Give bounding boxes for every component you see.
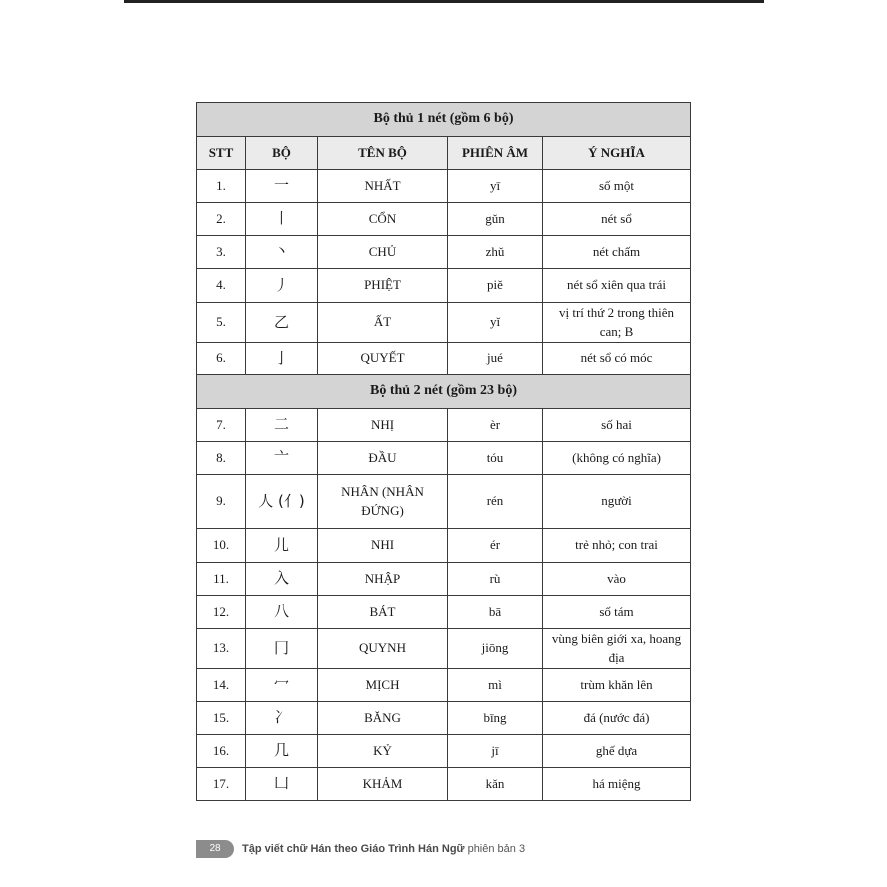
table-row	[197, 442, 691, 475]
cell-meaning: số hai	[543, 409, 691, 442]
cell-radical: 几	[246, 735, 318, 768]
section-header-row	[197, 103, 691, 137]
page-number-badge: 28	[196, 840, 234, 858]
section-header-row	[197, 375, 691, 409]
cell-radical: 一	[246, 170, 318, 203]
cell-stt: 14.	[197, 669, 246, 702]
column-header-stt: STT	[197, 137, 246, 170]
cell-meaning: vào	[543, 563, 691, 596]
cell-name: BĂNG	[318, 702, 448, 735]
cell-radical: 二	[246, 409, 318, 442]
cell-pinyin: jiōng	[448, 629, 543, 669]
cell-stt: 9.	[197, 475, 246, 529]
cell-radical: 乙	[246, 303, 318, 343]
table-row	[197, 596, 691, 629]
cell-name: QUYẾT	[318, 343, 448, 375]
cell-meaning: vị trí thứ 2 trong thiên can; B	[543, 303, 691, 343]
column-header-bo: BỘ	[246, 137, 318, 170]
cell-pinyin: bīng	[448, 702, 543, 735]
cell-radical: 人 (亻)	[246, 475, 318, 529]
table-row	[197, 475, 691, 529]
footer-edition: phiên bản 3	[464, 843, 526, 855]
table-row	[197, 303, 691, 343]
cell-radical: 儿	[246, 529, 318, 563]
cell-meaning: số một	[543, 170, 691, 203]
radicals-table-body	[197, 103, 691, 801]
cell-name: NHẤT	[318, 170, 448, 203]
cell-name: ẤT	[318, 303, 448, 343]
cell-stt: 15.	[197, 702, 246, 735]
cell-radical: 冖	[246, 669, 318, 702]
table-row	[197, 409, 691, 442]
cell-pinyin: jué	[448, 343, 543, 375]
cell-meaning: (không có nghĩa)	[543, 442, 691, 475]
cell-pinyin: rù	[448, 563, 543, 596]
cell-radical: 凵	[246, 768, 318, 801]
cell-name: CHỦ	[318, 236, 448, 269]
cell-name: MỊCH	[318, 669, 448, 702]
column-header-phien-am: PHIÊN ÂM	[448, 137, 543, 170]
cell-radical: 冫	[246, 702, 318, 735]
table-row	[197, 343, 691, 375]
cell-radical: 八	[246, 596, 318, 629]
cell-pinyin: bā	[448, 596, 543, 629]
cell-pinyin: gǔn	[448, 203, 543, 236]
cell-pinyin: kǎn	[448, 768, 543, 801]
cell-stt: 2.	[197, 203, 246, 236]
cell-pinyin: zhǔ	[448, 236, 543, 269]
cell-meaning: há miệng	[543, 768, 691, 801]
table-row	[197, 629, 691, 669]
table-row	[197, 702, 691, 735]
table-row	[197, 735, 691, 768]
cell-pinyin: èr	[448, 409, 543, 442]
cell-name: CỔN	[318, 203, 448, 236]
cell-name: NHẬP	[318, 563, 448, 596]
cell-stt: 7.	[197, 409, 246, 442]
cell-pinyin: yǐ	[448, 303, 543, 343]
table-row	[197, 203, 691, 236]
table-row	[197, 669, 691, 702]
cell-name: QUYNH	[318, 629, 448, 669]
cell-name: PHIỆT	[318, 269, 448, 303]
cell-pinyin: mì	[448, 669, 543, 702]
table-row	[197, 563, 691, 596]
section-title-1-stroke: Bộ thủ 1 nét (gồm 6 bộ)	[197, 103, 691, 137]
top-rule	[124, 0, 764, 3]
table-row	[197, 170, 691, 203]
cell-stt: 13.	[197, 629, 246, 669]
cell-stt: 3.	[197, 236, 246, 269]
radicals-table	[196, 102, 691, 801]
cell-stt: 16.	[197, 735, 246, 768]
cell-radical: 丨	[246, 203, 318, 236]
section-title-2-stroke: Bộ thủ 2 nét (gồm 23 bộ)	[197, 375, 691, 409]
cell-stt: 10.	[197, 529, 246, 563]
footer-book-title: Tập viết chữ Hán theo Giáo Trình Hán Ngữ	[242, 843, 465, 855]
cell-meaning: nét sổ	[543, 203, 691, 236]
cell-radical: 亅	[246, 343, 318, 375]
cell-name: ĐẦU	[318, 442, 448, 475]
cell-name: BÁT	[318, 596, 448, 629]
cell-pinyin: rén	[448, 475, 543, 529]
cell-meaning: đá (nước đá)	[543, 702, 691, 735]
cell-meaning: nét sổ có móc	[543, 343, 691, 375]
column-header-row	[197, 137, 691, 170]
cell-name: KỶ	[318, 735, 448, 768]
table-row	[197, 236, 691, 269]
cell-pinyin: tóu	[448, 442, 543, 475]
cell-stt: 11.	[197, 563, 246, 596]
cell-meaning: người	[543, 475, 691, 529]
cell-stt: 4.	[197, 269, 246, 303]
cell-meaning: trẻ nhỏ; con trai	[543, 529, 691, 563]
cell-meaning: ghế dựa	[543, 735, 691, 768]
cell-name: NHÂN (NHÂN ĐỨNG)	[318, 475, 448, 529]
cell-radical: 丿	[246, 269, 318, 303]
table-row	[197, 768, 691, 801]
cell-stt: 1.	[197, 170, 246, 203]
table-row	[197, 269, 691, 303]
cell-pinyin: yī	[448, 170, 543, 203]
cell-stt: 8.	[197, 442, 246, 475]
cell-pinyin: ér	[448, 529, 543, 563]
cell-stt: 17.	[197, 768, 246, 801]
cell-meaning: vùng biên giới xa, hoang địa	[543, 629, 691, 669]
cell-radical: 亠	[246, 442, 318, 475]
cell-name: NHỊ	[318, 409, 448, 442]
cell-radical: 入	[246, 563, 318, 596]
cell-stt: 12.	[197, 596, 246, 629]
cell-radical: 冂	[246, 629, 318, 669]
cell-stt: 6.	[197, 343, 246, 375]
cell-meaning: số tám	[543, 596, 691, 629]
cell-radical: 丶	[246, 236, 318, 269]
cell-stt: 5.	[197, 303, 246, 343]
page-footer	[196, 840, 525, 858]
cell-meaning: nét chấm	[543, 236, 691, 269]
cell-name: KHẢM	[318, 768, 448, 801]
column-header-ten-bo: TÊN BỘ	[318, 137, 448, 170]
cell-meaning: trùm khăn lên	[543, 669, 691, 702]
column-header-y-nghia: Ý NGHĨA	[543, 137, 691, 170]
cell-meaning: nét sổ xiên qua trái	[543, 269, 691, 303]
cell-pinyin: piě	[448, 269, 543, 303]
table-row	[197, 529, 691, 563]
cell-pinyin: jī	[448, 735, 543, 768]
cell-name: NHI	[318, 529, 448, 563]
